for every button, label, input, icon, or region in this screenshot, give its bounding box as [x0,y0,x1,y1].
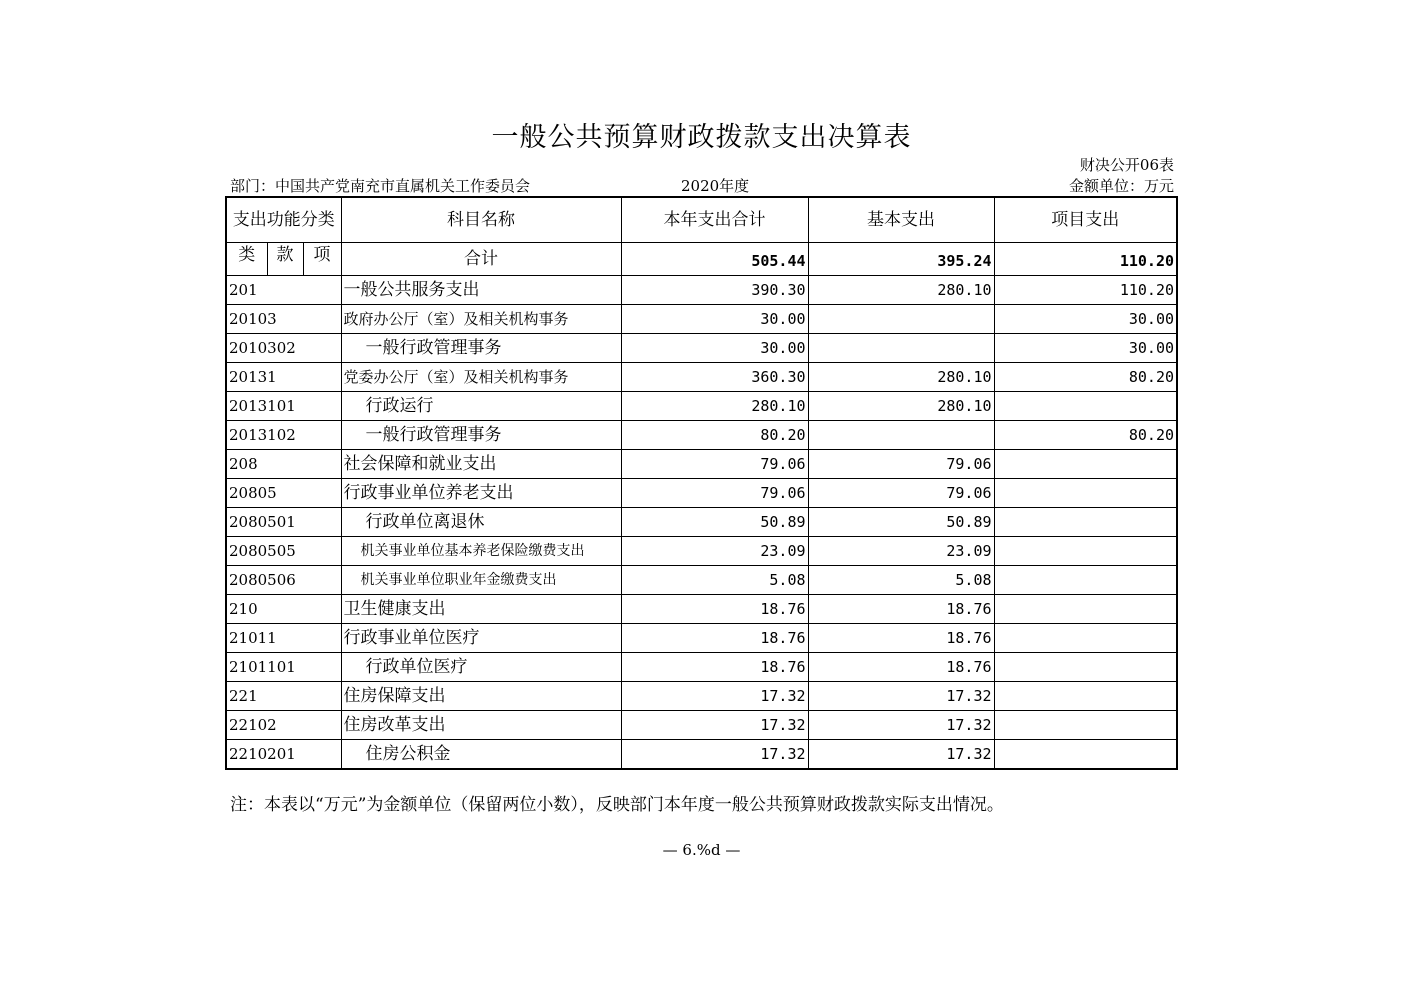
row-project-expenditure [994,450,1177,479]
row-basic-expenditure: 17.32 [808,740,994,770]
row-code: 20805 [226,479,341,508]
header-basic-expenditure: 基本支出 [808,197,994,243]
row-basic-expenditure: 280.10 [808,392,994,421]
row-code: 221 [226,682,341,711]
document-title: 一般公共预算财政拨款支出决算表 [491,122,912,153]
row-total-expenditure: 30.00 [621,334,808,363]
header-class: 类 [226,243,267,276]
table-row [226,334,1177,363]
row-subject-name: 党委办公厅（室）及相关机构事务 [341,363,621,392]
table-row [226,740,1177,770]
row-code: 208 [226,450,341,479]
row-subject-name: 卫生健康支出 [341,595,621,624]
amount-unit: 金额单位：万元 [1068,177,1174,195]
row-project-expenditure [994,479,1177,508]
row-code: 2010302 [226,334,341,363]
row-subject-name: 住房公积金 [341,740,621,770]
row-subject-name: 住房改革支出 [341,711,621,740]
row-project-expenditure [994,740,1177,770]
row-code: 210 [226,595,341,624]
row-subject-name: 行政运行 [341,392,621,421]
row-project-expenditure [994,595,1177,624]
header-total-expenditure: 本年支出合计 [621,197,808,243]
table-row [226,566,1177,595]
table-row [226,711,1177,740]
table-row [226,450,1177,479]
row-total-expenditure: 18.76 [621,653,808,682]
row-subject-name: 一般行政管理事务 [341,334,621,363]
row-subject-name: 住房保障支出 [341,682,621,711]
row-subject-name: 行政单位离退休 [341,508,621,537]
header-item: 项 [303,243,341,276]
row-code: 2210201 [226,740,341,770]
row-project-expenditure [994,566,1177,595]
header-project-expenditure: 项目支出 [994,197,1177,243]
row-project-expenditure [994,653,1177,682]
row-basic-expenditure: 280.10 [808,276,994,305]
row-total-expenditure: 23.09 [621,537,808,566]
table-note: 注：本表以“万元”为金额单位（保留两位小数），反映部门本年度一般公共预算财政拨款实际支出情况。 [230,795,1004,815]
header-category-group: 支出功能分类 [226,197,341,243]
row-code: 22102 [226,711,341,740]
table-row [226,624,1177,653]
row-total-expenditure: 80.20 [621,421,808,450]
row-total-expenditure: 18.76 [621,624,808,653]
row-total-expenditure: 17.32 [621,682,808,711]
table-row [226,682,1177,711]
fiscal-year: 2020年度 [681,177,750,195]
row-project-expenditure: 110.20 [994,276,1177,305]
row-basic-expenditure [808,334,994,363]
table-body [226,197,1177,769]
row-project-expenditure: 80.20 [994,363,1177,392]
form-number: 财决公开06表 [1079,156,1174,174]
total-row [226,243,1177,276]
row-basic-expenditure: 79.06 [808,479,994,508]
row-subject-name: 行政事业单位医疗 [341,624,621,653]
table-row [226,305,1177,334]
row-basic-expenditure: 79.06 [808,450,994,479]
table-row [226,392,1177,421]
row-basic-expenditure: 17.32 [808,711,994,740]
row-subject-name: 行政事业单位养老支出 [341,479,621,508]
row-basic-expenditure: 50.89 [808,508,994,537]
header-section: 款 [267,243,303,276]
row-subject-name: 行政单位医疗 [341,653,621,682]
row-basic-expenditure [808,305,994,334]
row-total-expenditure: 17.32 [621,740,808,770]
row-basic-expenditure [808,421,994,450]
table-row [226,421,1177,450]
row-subject-name: 机关事业单位基本养老保险缴费支出 [341,537,621,566]
row-basic-expenditure: 17.32 [808,682,994,711]
row-basic-expenditure: 5.08 [808,566,994,595]
row-project-expenditure [994,624,1177,653]
row-project-expenditure: 30.00 [994,334,1177,363]
row-project-expenditure [994,508,1177,537]
table-row [226,276,1177,305]
total-basic-expenditure: 395.24 [808,243,994,276]
row-subject-name: 机关事业单位职业年金缴费支出 [341,566,621,595]
row-code: 201 [226,276,341,305]
table-row [226,595,1177,624]
table-row [226,653,1177,682]
row-basic-expenditure: 18.76 [808,595,994,624]
row-basic-expenditure: 23.09 [808,537,994,566]
expenditure-table [225,196,1178,770]
row-subject-name: 社会保障和就业支出 [341,450,621,479]
row-code: 2080506 [226,566,341,595]
row-code: 20131 [226,363,341,392]
row-total-expenditure: 18.76 [621,595,808,624]
row-code: 2013102 [226,421,341,450]
row-total-expenditure: 17.32 [621,711,808,740]
row-basic-expenditure: 280.10 [808,363,994,392]
table-row [226,537,1177,566]
row-total-expenditure: 280.10 [621,392,808,421]
row-subject-name: 政府办公厅（室）及相关机构事务 [341,305,621,334]
page-number: — 6.%d — [662,841,741,859]
row-project-expenditure: 30.00 [994,305,1177,334]
table-row [226,363,1177,392]
row-code: 2013101 [226,392,341,421]
row-project-expenditure [994,711,1177,740]
header-subject-name: 科目名称 [341,197,621,243]
row-total-expenditure: 5.08 [621,566,808,595]
row-project-expenditure [994,537,1177,566]
row-basic-expenditure: 18.76 [808,624,994,653]
row-code: 2080501 [226,508,341,537]
table-row [226,508,1177,537]
row-code: 2080505 [226,537,341,566]
header-row-1 [226,197,1177,243]
row-project-expenditure [994,392,1177,421]
row-total-expenditure: 79.06 [621,450,808,479]
total-label: 合计 [341,243,621,276]
row-subject-name: 一般行政管理事务 [341,421,621,450]
row-total-expenditure: 30.00 [621,305,808,334]
table-row [226,479,1177,508]
row-code: 21011 [226,624,341,653]
row-code: 20103 [226,305,341,334]
total-project-expenditure: 110.20 [994,243,1177,276]
row-subject-name: 一般公共服务支出 [341,276,621,305]
row-total-expenditure: 50.89 [621,508,808,537]
row-total-expenditure: 79.06 [621,479,808,508]
row-total-expenditure: 360.30 [621,363,808,392]
row-code: 2101101 [226,653,341,682]
total-total-expenditure: 505.44 [621,243,808,276]
row-basic-expenditure: 18.76 [808,653,994,682]
row-project-expenditure: 80.20 [994,421,1177,450]
row-total-expenditure: 390.30 [621,276,808,305]
department-label: 部门：中国共产党南充市直属机关工作委员会 [230,177,531,195]
row-project-expenditure [994,682,1177,711]
